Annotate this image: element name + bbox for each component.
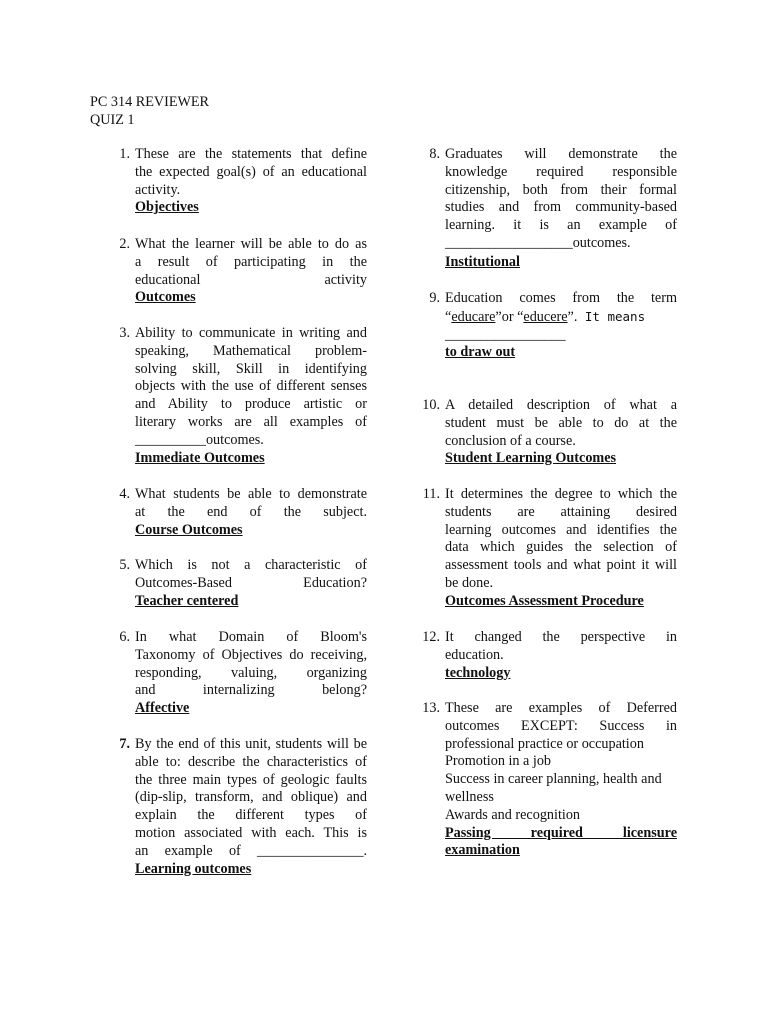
question-line: conclusion of a course. — [445, 432, 576, 449]
question-line: Awards and recognition — [445, 806, 581, 823]
question-line: and Ability to produce artistic or — [135, 396, 367, 413]
question-line: at the end of the subject. — [135, 503, 367, 520]
question-line: What students be able to demonstrate — [135, 486, 367, 502]
question-line: wellness — [445, 788, 494, 805]
question-line: These are the statements that define — [135, 146, 367, 162]
question-12 — [400, 629, 677, 682]
question-line: Ability to communicate in writing and — [135, 325, 367, 341]
question-line: In what Domain of Bloom's — [135, 629, 367, 645]
question-line: Graduates will demonstrate the — [445, 146, 677, 162]
question-line: students are attaining desired — [445, 503, 677, 520]
question-7 — [90, 736, 367, 878]
question-number: 1. — [119, 146, 130, 162]
answer: Teacher centered — [135, 592, 239, 609]
question-number: 12. — [422, 629, 440, 645]
question-line — [445, 308, 677, 327]
question-line: knowledge required responsible — [445, 163, 677, 180]
question-text — [135, 557, 367, 593]
question-line: education. — [445, 646, 504, 663]
question-number: 9. — [429, 290, 440, 306]
question-text — [135, 325, 367, 450]
question-line: studies and from community-based — [445, 199, 677, 216]
question-number: 10. — [422, 397, 440, 413]
answer: Learning outcomes — [135, 860, 252, 877]
answer: Objectives — [135, 199, 199, 216]
question-line: assessment tools and what point it will — [445, 557, 677, 574]
question-line: professional practice or occupation — [445, 735, 644, 752]
question-line: solving skill, Skill in identifying — [135, 360, 367, 377]
question-line: activity. — [135, 181, 181, 198]
question-line: a result of participating in the — [135, 253, 367, 270]
question-number: 6. — [119, 629, 130, 645]
question-line: data which guides the selection of — [445, 539, 677, 556]
question-text — [135, 146, 367, 199]
answer: Passing required licensure — [445, 824, 677, 841]
question-tail: It means — [577, 308, 646, 324]
answer: examination — [445, 842, 520, 859]
question-text — [445, 486, 677, 593]
open-quote: “ — [445, 308, 452, 325]
question-9 — [400, 290, 677, 362]
question-line: objects with the use of different senses — [135, 378, 367, 395]
question-10 — [400, 397, 677, 468]
question-number: 8. — [429, 146, 440, 162]
question-8 — [400, 146, 677, 272]
question-line: literary works are all examples of — [135, 413, 367, 430]
open-quote: “ — [517, 308, 524, 325]
question-text — [445, 629, 677, 665]
question-line: Promotion in a job — [445, 753, 552, 770]
question-number: 7. — [119, 736, 130, 752]
question-line: an example of _______________. — [135, 842, 367, 859]
answer: Outcomes — [135, 289, 196, 306]
question-text — [135, 736, 367, 861]
question-text — [445, 146, 677, 253]
question-line: explain the different types of — [135, 807, 367, 824]
question-line: Which is not a characteristic of — [135, 557, 367, 573]
question-number: 5. — [119, 557, 130, 573]
question-line: speaking, Mathematical problem- — [135, 342, 367, 359]
question-line: Success in career planning, health and — [445, 771, 662, 788]
question-line: Outcomes-Based Education? — [135, 574, 367, 591]
answer: technology — [445, 664, 511, 681]
close-quote: ”or — [495, 308, 518, 325]
question-line: responding, valuing, organizing — [135, 664, 367, 681]
answer: Institutional — [445, 253, 520, 270]
question-line: A detailed description of what a — [445, 397, 677, 413]
question-line: It determines the degree to which the — [445, 486, 677, 502]
question-number: 2. — [119, 236, 130, 252]
question-line: the three main types of geologic faults — [135, 771, 367, 788]
question-text — [445, 397, 677, 450]
question-number: 11. — [422, 486, 440, 502]
question-6 — [90, 629, 367, 718]
answer: Course Outcomes — [135, 521, 243, 538]
question-line: educational activity — [135, 271, 367, 288]
question-5 — [90, 557, 367, 610]
question-line: Taxonomy of Objectives do receiving, — [135, 646, 367, 663]
question-line: and internalizing belong? — [135, 682, 367, 699]
question-line: It changed the perspective in — [445, 629, 677, 645]
question-line: __________outcomes. — [135, 431, 264, 448]
document-header — [90, 93, 209, 129]
quiz-title: QUIZ 1 — [90, 112, 135, 128]
answer: Affective — [135, 700, 190, 717]
question-line: the expected goal(s) of an educational — [135, 163, 367, 180]
question-3 — [90, 325, 367, 467]
question-4 — [90, 486, 367, 539]
question-line: learning outcomes and identifies the — [445, 521, 677, 538]
question-line: citizenship, both from their formal — [445, 181, 677, 198]
question-text — [445, 700, 677, 825]
question-line: learning. it is an example of — [445, 217, 677, 234]
question-text — [135, 629, 367, 700]
term-educere: educere — [523, 308, 568, 325]
question-13 — [400, 700, 677, 860]
question-line: student must be able to do at the — [445, 414, 677, 431]
question-number: 13. — [422, 700, 440, 716]
answer: Outcomes Assessment Procedure — [445, 592, 644, 609]
answer: to draw out — [445, 344, 516, 361]
course-title: PC 314 REVIEWER — [90, 94, 210, 110]
question-line: outcomes EXCEPT: Success in — [445, 717, 677, 734]
answer: Immediate Outcomes — [135, 449, 265, 466]
question-text — [135, 486, 367, 522]
question-line: __________________outcomes. — [445, 234, 631, 251]
question-line: able to: describe the characteristics of — [135, 753, 367, 770]
question-line: These are examples of Deferred — [445, 700, 677, 716]
question-number: 4. — [119, 486, 130, 502]
close-quote: ”. — [567, 308, 578, 325]
question-2 — [90, 236, 367, 307]
question-text — [445, 290, 677, 344]
question-line: By the end of this unit, students will be — [135, 736, 367, 752]
question-line: motion associated with each. This is — [135, 824, 367, 841]
question-1 — [90, 146, 367, 217]
question-line: be done. — [445, 574, 494, 591]
question-text — [135, 236, 367, 289]
question-line: What the learner will be able to do as — [135, 236, 367, 252]
answer: Student Learning Outcomes — [445, 450, 617, 467]
question-number: 3. — [119, 325, 130, 341]
blank-line: _________________ — [445, 326, 566, 343]
question-11 — [400, 486, 677, 611]
question-line: Education comes from the term — [445, 290, 677, 306]
term-educare: educare — [451, 308, 496, 325]
question-line: (dip-slip, transform, and oblique) and — [135, 789, 367, 806]
